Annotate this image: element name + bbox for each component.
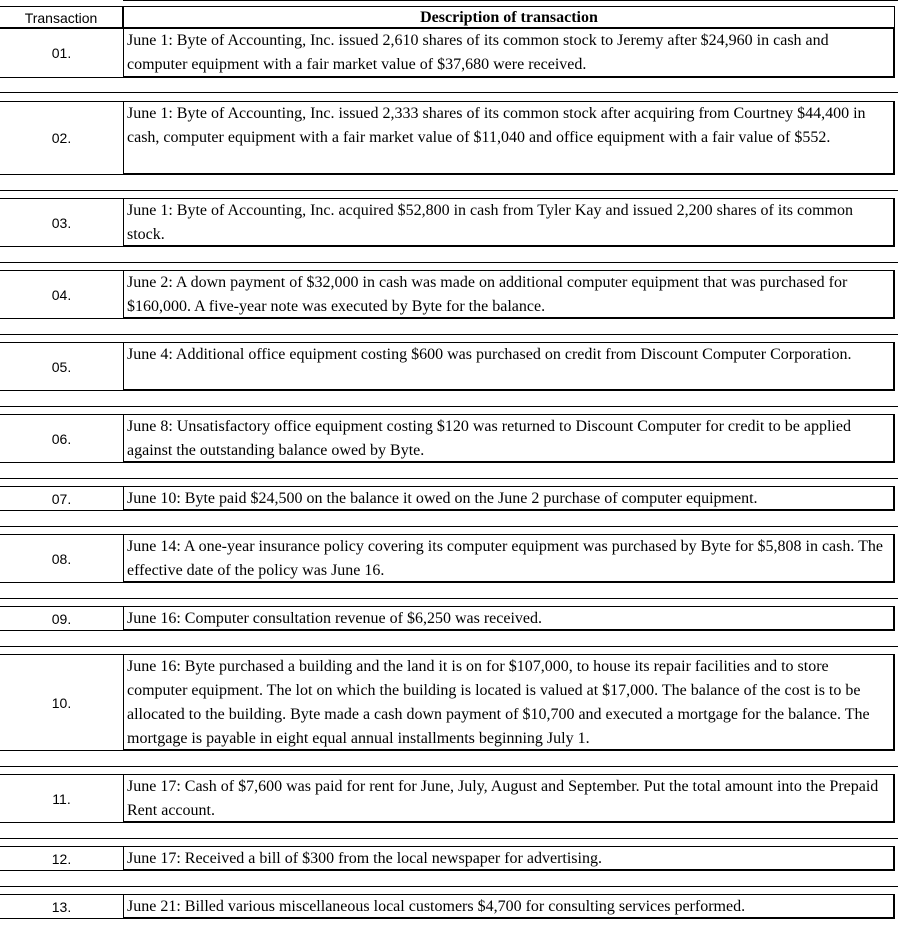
separator xyxy=(0,646,898,647)
separator xyxy=(0,92,898,93)
separator xyxy=(0,766,898,767)
row-description: June 14: A one-year insurance policy covering its computer equipment was purchased by Byte for $5,808 in cash. The effective date of the policy was June 16. xyxy=(123,534,895,583)
row-number: 05. xyxy=(0,342,123,391)
separator xyxy=(0,838,898,839)
row-description: June 1: Byte of Accounting, Inc. acquired $52,800 in cash from Tyler Kay and issued 2,200 shares of its common stock. xyxy=(123,198,895,247)
row-description: June 1: Byte of Accounting, Inc. issued 2,333 shares of its common stock after acquiring from Courtney $44,400 in cash, computer equipment with a fair market value of $11,040 and office equipment with a fair value of $552. xyxy=(123,101,895,175)
row-description: June 16: Byte purchased a building and the land it is on for $107,000, to house its repair facilities and to store computer equipment. The lot on which the building is located is valued at $17,000. The balance of the cost is to be allocated to the building. Byte made a cash down payment of $10,700 and executed a mortgage for the balance. The mortgage is payable in eight equal annual installments beginning July 1. xyxy=(123,654,895,751)
row-description: June 1: Byte of Accounting, Inc. issued 2,610 shares of its common stock to Jeremy after $24,960 in cash and computer equipment with a fair market value of $37,680 were received. xyxy=(123,28,895,78)
header-description: Description of transaction xyxy=(123,6,895,28)
row-number: 06. xyxy=(0,414,123,463)
row-description: June 8: Unsatisfactory office equipment costing $120 was returned to Discount Computer for credit to be applied against the outstanding balance owed by Byte. xyxy=(123,414,895,463)
row-description: June 10: Byte paid $24,500 on the balance it owed on the June 2 purchase of computer equipment. xyxy=(123,486,895,511)
row-number: 11. xyxy=(0,774,123,823)
header-transaction: Transaction xyxy=(0,6,123,28)
row-description: June 17: Cash of $7,600 was paid for rent for June, July, August and September. Put the total amount into the Prepaid Rent account. xyxy=(123,774,895,823)
separator xyxy=(0,334,898,335)
row-number: 07. xyxy=(0,486,123,511)
separator xyxy=(0,406,898,407)
row-number: 12. xyxy=(0,846,123,871)
separator xyxy=(0,598,898,599)
separator xyxy=(0,886,898,887)
row-description: June 21: Billed various miscellaneous local customers $4,700 for consulting services performed. xyxy=(123,894,895,919)
row-number: 13. xyxy=(0,894,123,919)
row-description: June 4: Additional office equipment costing $600 was purchased on credit from Discount Computer Corporation. xyxy=(123,342,895,391)
separator xyxy=(0,478,898,479)
separator xyxy=(0,190,898,191)
row-description: June 16: Computer consultation revenue of $6,250 was received. xyxy=(123,606,895,631)
separator xyxy=(0,526,898,527)
row-number: 04. xyxy=(0,270,123,319)
top-rule xyxy=(123,0,898,3)
row-number: 10. xyxy=(0,654,123,751)
row-number: 03. xyxy=(0,198,123,247)
row-number: 09. xyxy=(0,606,123,631)
row-description: June 17: Received a bill of $300 from the local newspaper for advertising. xyxy=(123,846,895,871)
row-description: June 2: A down payment of $32,000 in cash was made on additional computer equipment that was purchased for $160,000. A five-year note was executed by Byte for the balance. xyxy=(123,270,895,319)
row-number: 08. xyxy=(0,534,123,583)
row-number: 01. xyxy=(0,28,123,78)
row-number: 02. xyxy=(0,101,123,175)
separator xyxy=(0,262,898,263)
